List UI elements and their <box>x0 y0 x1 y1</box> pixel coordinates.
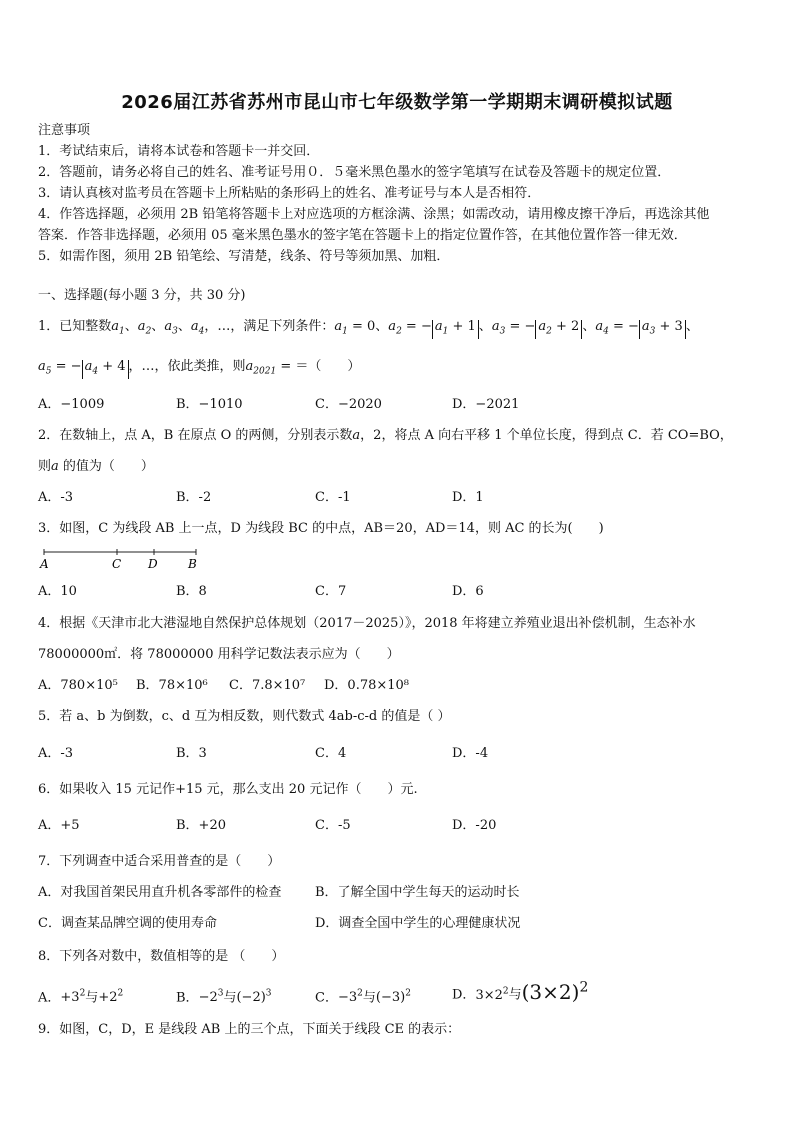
note-item: 1．考试结束后，请将本试卷和答题卡一并交回． <box>38 144 320 159</box>
option[interactable]: A．780×10⁵ <box>38 678 118 693</box>
option[interactable]: B．3 <box>176 746 207 761</box>
option[interactable]: B．78×10⁶ <box>136 678 208 693</box>
option[interactable]: C．-5 <box>315 818 351 833</box>
question-6-text: 6．如果收入 15 元记作+15 元，那么支出 20 元记作（ ）元. <box>38 782 418 797</box>
question-7-text: 7．下列调查中适合采用普查的是（ ） <box>38 854 281 869</box>
question-2-line-1: 2．在数轴上，点 A，B 在原点 O 的两侧，分别表示数a，2，将点 A 向右平移 1 个单位长度，得到点 C．若 CO=BO， <box>38 428 733 443</box>
question-9-text: 9．如图，C，D，E 是线段 AB 上的三个点，下面关于线段 CE 的表示： <box>38 1022 461 1037</box>
note-item: 2．答题前，请务必将自己的姓名、准考证号用０．５毫米黑色墨水的签字笔填写在试卷及答题卡的规定位置． <box>38 165 671 180</box>
question-4-line-2: 78000000㎡．将 78000000 用科学记数法表示应为（ ） <box>38 647 400 662</box>
notes-heading: 注意事项 <box>38 123 91 138</box>
option[interactable]: D．$3\times 2^2$与$(3\times 2)^2$ <box>452 979 589 1004</box>
option[interactable]: C．−2020 <box>315 397 382 412</box>
question-4-line-1: 4．根据《天津市北大港湿地自然保护总体规划（2017－2025）》，2018 年将建立养殖业退出补偿机制，生态补水 <box>38 616 696 631</box>
option[interactable]: D．0.78×10⁸ <box>324 678 410 693</box>
note-item: 3．请认真核对监考员在答题卡上所粘贴的条形码上的姓名、准考证号与本人是否相符． <box>38 186 541 201</box>
option[interactable]: A．对我国首架民用直升机各零部件的检查 <box>38 885 282 900</box>
option[interactable]: C．7 <box>315 584 347 599</box>
question-3-text: 3．如图，C 为线段 AB 上一点，D 为线段 BC 的中点，AB＝20，AD＝14，则 AC 的长为( ) <box>38 521 604 536</box>
question-1-line-2: $a_5$ = − $a_4 + 4$ ，…，依此类推，则$a_{2021}$ = ＝（ ） <box>38 359 361 377</box>
option[interactable]: D．-4 <box>452 746 489 761</box>
question-1-line-1: 1．已知整数$a_1$、$a_2$、$a_3$、$a_4$，…，满足下列条件：$a_1 = 0$、$a_2$ = − $a_1 + 1$ 、$a_3$ = − $a_2 + 2$ 、$a_4$ = − $a_3 + 3$ 、 <box>38 319 699 337</box>
option[interactable]: A．-3 <box>38 746 74 761</box>
question-5-text: 5．若 a、b 为倒数，c、d 互为相反数，则代数式 4ab-c-d 的值是（ ） <box>38 709 451 724</box>
option[interactable]: C．7.8×10⁷ <box>229 678 306 693</box>
note-item: 5．如需作图，须用 2B 铅笔绘、写清楚，线条、符号等须加黑、加粗． <box>38 249 450 264</box>
option[interactable]: A．−1009 <box>38 397 105 412</box>
option[interactable]: C．$-3^2$与$(-3)^2$ <box>315 989 411 1006</box>
question-2-line-2: 则a 的值为（ ） <box>38 459 154 474</box>
section-heading: 一、选择题(每小题 3 分，共 30 分) <box>38 288 246 303</box>
point-label-c: C <box>112 557 122 571</box>
option[interactable]: B．+20 <box>176 818 226 833</box>
option[interactable]: B．−1010 <box>176 397 243 412</box>
option[interactable]: B．-2 <box>176 490 212 505</box>
option[interactable]: A．10 <box>38 584 77 599</box>
option[interactable]: B．8 <box>176 584 207 599</box>
option[interactable]: D．6 <box>452 584 484 599</box>
option[interactable]: C．-1 <box>315 490 351 505</box>
segment-diagram <box>38 546 208 572</box>
option[interactable]: B．了解全国中学生每天的运动时长 <box>315 885 520 900</box>
note-item: 答案．作答非选择题，必须用 05 毫米黑色墨水的签字笔在答题卡上的指定位置作答，在其他位置作答一律无效． <box>38 228 687 243</box>
question-8-text: 8．下列各对数中，数值相等的是 （ ） <box>38 949 285 964</box>
option[interactable]: D．1 <box>452 490 484 505</box>
option[interactable]: A．$+3^2$与$+2^2$ <box>38 989 124 1006</box>
option[interactable]: C．调查某品牌空调的使用寿命 <box>38 916 217 931</box>
note-item: 4．作答选择题，必须用 2B 铅笔将答题卡上对应选项的方框涂满、涂黑；如需改动，请用橡皮擦干净后，再选涂其他 <box>38 207 710 222</box>
option[interactable]: D．−2021 <box>452 397 520 412</box>
point-label-d: D <box>148 557 158 571</box>
page-title: 2026届江苏省苏州市昆山市七年级数学第一学期期末调研模拟试题 <box>121 92 673 113</box>
option[interactable]: A．-3 <box>38 490 74 505</box>
option[interactable]: D．-20 <box>452 818 497 833</box>
option[interactable]: C．4 <box>315 746 347 761</box>
option[interactable]: A．+5 <box>38 818 80 833</box>
point-label-b: B <box>188 557 197 571</box>
point-label-a: A <box>40 557 49 571</box>
option[interactable]: B．$-2^3$与$(-2)^3$ <box>176 989 272 1006</box>
option[interactable]: D．调查全国中学生的心理健康状况 <box>315 916 521 931</box>
